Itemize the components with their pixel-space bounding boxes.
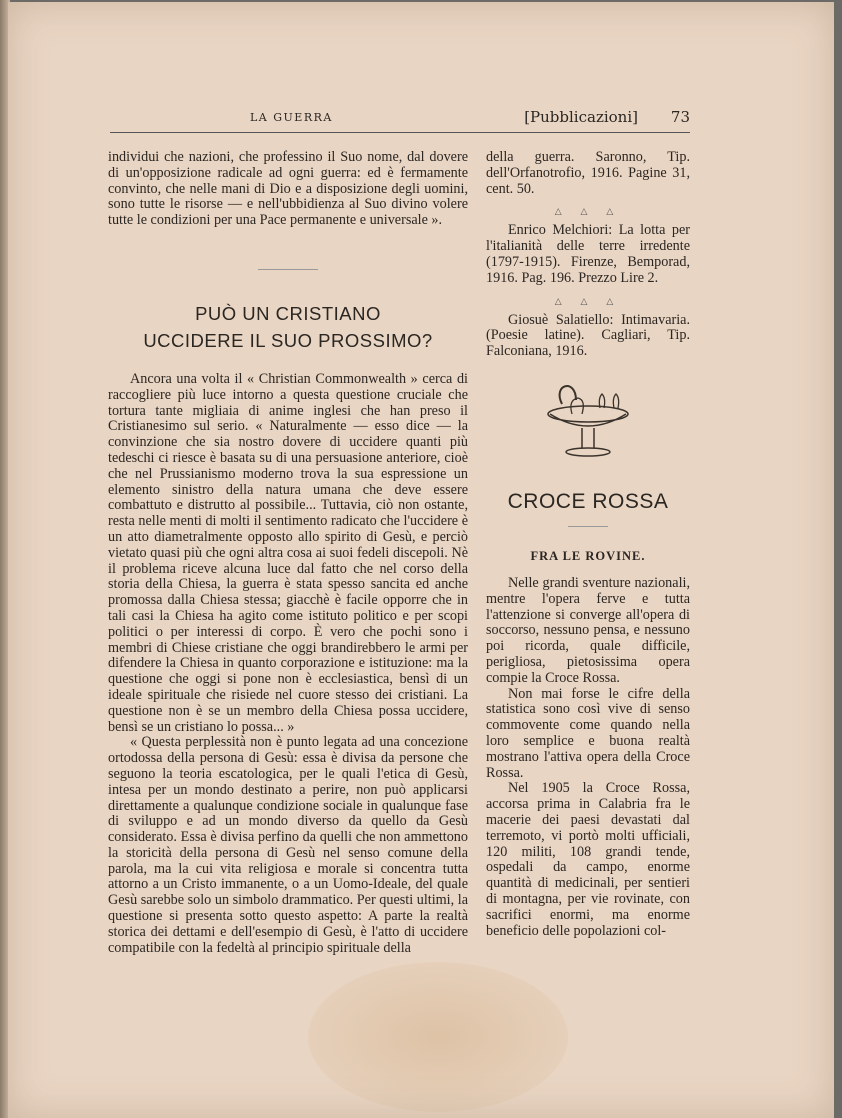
running-title: LA GUERRA (250, 111, 333, 124)
right-intro-text: della guerra. Saronno, Tip. dell'Orfanotrofio, 1916. Pagine 31, cent. 50. (486, 149, 690, 197)
left-intro-text: individui che nazioni, che professino il Suo nome, dal dovere di un'opposizione radicale ad ogni guerra: ed è fermamente convinto, che nelle mani di Dio e a disposizione degli uomini, sono tutte le risorse — e nell'ubbidienza al Suo divino volere tutte le condizioni per una Pace permanente e universale ». (108, 149, 468, 229)
section-title: CROCE ROSSA (507, 489, 669, 513)
article-title-line2: UCCIDERE IL SUO PROSSIMO? (143, 329, 433, 351)
section-paragraph: Nelle grandi sventure nazionali, mentre l'opera ferve e tutta l'attenzione si converge all'opera di soccorso, nessuno pensa, e nessuno poi ricorda, quale difficile, perigliosa, pietosissima opera compie la Croce Rossa. (486, 574, 690, 686)
right-column (486, 150, 690, 939)
section-label: [Pubblicazioni] (524, 108, 638, 126)
article-paragraph: Ancora una volta il « Christian Commonwealth » cerca di raccogliere più luce intorno a questa questione cruciale che tortura tante migliaia di anime inglesi che han preso il Cristianesimo sul serio. « Naturalmente — esso dice — la convinzione che sia nostro dovere di uccidere quanti più tedeschi ci riesce è basata su di una persuasione anteriore, cioè che nel Prussianismo moderno trova la sua espressione un elemento sinistro della natura umana che deve essere combattuto e distrutto al possibile... Tuttavia, ciò non ostante, resta nelle menti di molti il sentimento radicato che l'uccidere è un atto diametralmente opposto allo spirito di Gesù, e perciò vietato quasi più che ogni altra cosa ai suoi fedeli discepoli. Nè il problema riceve alcuna luce dal fatto che nel corso della storia della Chiesa, la guerra è stata spesso sancita ed anche promossa dalla Chiesa stessa; giacchè è facile opporre che in tali casi la Chiesa ha agito come istituto politico e per scopi politici o per interessi di corpo. È vero che pochi sono i membri di Chiese cristiane che oggi brandirebbero le armi per difendere la Chiesa in quanto corporazione e istituzione: ma la questione che oggi si pone non è ecclesiastica, bensì di un ideale spirituale che risiede nel cuore stesso dei cristiani. La questione non è se un membro della Chiesa possa uccidere, bensì se un cristiano lo possa... » (108, 370, 468, 735)
water-stain (308, 962, 568, 1112)
separator-triangles: △ △ △ (554, 207, 622, 218)
page-number: 73 (670, 108, 690, 126)
subsection-title: FRA LE ROVINE. (530, 548, 646, 563)
section-paragraph: Non mai forse le cifre della statistica sono così vive di senso commovente come quando nella loro semplice e buona realtà mostrano l'attiva opera della Croce Rossa. (486, 685, 690, 781)
bibliography-entry: Enrico Melchiori: La lotta per l'italianità delle terre irredente (1797-1915). Firenze, Bemporad, 1916. Pag. 196. Prezzo Lire 2. (486, 222, 690, 286)
section-paragraph: Nel 1905 la Croce Rossa, accorsa prima in Calabria fra le macerie dei paesi devastati dal terremoto, vi portò molti ufficiali, 120 militi, 108 grandi tende, ospedali da campo, enorme quantità di medicinali, per sentieri di montagna, per vie rovinate, con sacrifici enormi, ma enorme beneficio delle popolazioni col- (486, 780, 690, 939)
article-title-line1: PUÒ UN CRISTIANO (195, 302, 381, 324)
bibliography-entry: Giosuè Salatiello: Intimavaria. (Poesie latine). Cagliari, Tip. Falconiana, 1916. (486, 311, 690, 360)
article-paragraph: « Questa perplessità non è punto legata ad una concezione ortodossa della persona di Gesù: essa è divisa da persone che seguono la teoria escatologica, per le quali l'etica di Gesù, intesa per un mondo destinato a perire, non può applicarsi direttamente a qualunque condizione sociale in qualunque fase di sviluppo e ad un mondo diverso da quello da Gesù considerato. Essa è divisa perfino da quelli che non ammettono la storicità della persona di Gesù nel senso comune della parola, ma la cui vita religiosa e morale si concentra tutta attorno a un Cristo immanente, o a un Uomo-Ideale, del quale Gesù sarebbe solo un simbolo drammatico. Per questi ultimi, la questione si presenta sotto questo aspetto: A parte la realtà storica dei dettami e dell'esempio di Gesù, è l'atto di uccidere compatibile con la fedeltà al principio spirituale della (108, 734, 468, 956)
oil-lamp-icon (486, 374, 690, 464)
separator-triangles: △ △ △ (554, 296, 622, 307)
left-column (108, 150, 468, 956)
running-header (110, 108, 690, 133)
